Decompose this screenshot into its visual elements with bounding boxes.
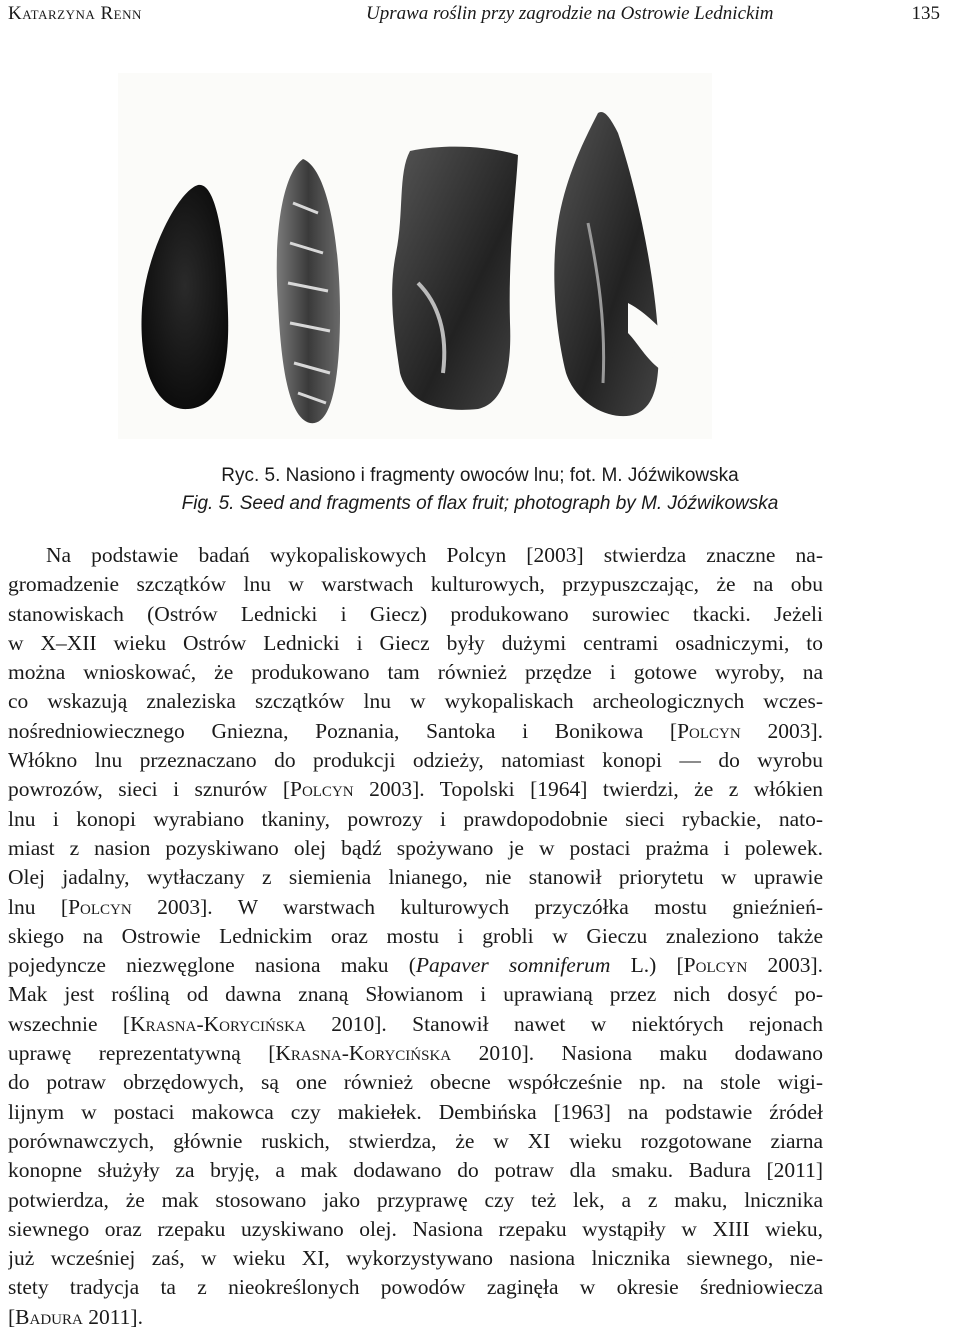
header-author: Katarzyna Renn [8,3,142,24]
text-segment: już wcześniej zaś, w wieku XI, wykorzystywano nasiona lnicznika siewnego, nie- [8,1246,823,1271]
text-line [8,687,823,716]
figure-caption-english: Fig. 5. Seed and fragments of flax fruit; photograph by M. Jóźwikowska [181,493,779,514]
text-segment: lnu [ [8,894,69,919]
text-segment: pojedyncze niezwęglone nasiona maku ( [8,953,416,978]
text-segment: można wnioskować, że produkowano tam również przędze i gotowe wyroby, na [8,660,823,685]
text-line [8,1156,823,1185]
citation-author: Polcyn [289,777,354,802]
flax-seed-photo-image [118,73,712,439]
text-line [8,1127,823,1156]
text-line [8,658,823,687]
text-segment: stety tradycja ta z nieokreślonych powodów zaginęła w okresie średniowiecza [8,1275,823,1300]
text-segment: skiego na Ostrowie Lednickim oraz mostu i grobli w Gieczu znaleziono także [8,923,823,948]
text-segment: miast z nasion pozyskiwano olej bądź spożywano je w postaci prażma i polewek. [8,835,823,860]
citation-author: Badura [15,1304,83,1329]
text-line [8,980,823,1009]
text-line [8,775,823,804]
text-segment: [ [8,1304,16,1329]
text-line [8,863,823,892]
text-segment: nośredniowiecznego Gniezna, Poznania, Santoka i Bonikowa [ [8,718,678,743]
text-line [8,805,823,834]
text-segment: wszechnie [ [8,1011,131,1036]
text-line [8,1215,823,1244]
citation-author: Polcyn [677,718,741,743]
citation-author: Krasna-Korycińska [275,1041,452,1066]
latin-name: Papaver somniferum [415,953,611,978]
text-segment: 2003]. [740,718,823,743]
citation-author: Polcyn [68,894,132,919]
citation-author: Polcyn [683,953,748,978]
text-line [8,1186,823,1215]
text-line [8,922,823,951]
text-segment: potwierdza, że mak stosowano jako przyprawę czy też lek, a z maku, lnicznika [8,1187,823,1212]
citation-author: Krasna-Korycińska [130,1011,306,1036]
text-segment: 2011]. [82,1304,143,1329]
text-segment: L.) [ [610,953,684,978]
page-number: 135 [911,3,940,24]
text-line [8,1303,823,1332]
text-segment: 2003]. W warstwach kulturowych przyczółka mostu gnieźnień- [131,894,823,919]
text-line [8,600,823,629]
text-segment: w X–XII wieku Ostrów Lednicki i Giecz były dużymi centrami osadniczymi, to [8,630,823,655]
text-line [8,717,823,746]
text-line [8,951,823,980]
text-line [8,1068,823,1097]
text-segment: lijnym w postaci makowca czy makiełek. Dembińska [1963] na podstawie źródeł [8,1099,823,1124]
text-segment: 2010]. Stanowił nawet w niektórych rejonach [305,1011,823,1036]
text-line [8,1039,823,1068]
text-line [8,1244,823,1273]
text-line [8,629,823,658]
text-line [8,1010,823,1039]
text-segment: Olej jadalny, wytłaczany z siemienia lnianego, nie stanowił priorytetu w uprawie [8,865,823,890]
text-segment: Włókno lnu przeznaczano do produkcji odzieży, natomiast konopi — do wyrobu [8,748,823,773]
running-header [8,2,946,28]
text-line [8,570,823,599]
text-line [8,541,823,570]
text-segment: do potraw obrzędowych, są one również obecne współcześnie np. na stole wigi- [8,1070,823,1095]
figure-caption-polish: Ryc. 5. Nasiono i fragmenty owoców lnu; fot. M. Jóźwikowska [221,465,739,486]
text-segment: siewnego oraz rzepaku uzyskiwano olej. Nasiona rzepaku wystąpiły w XIII wieku, [8,1216,823,1241]
body-paragraph [8,541,823,1332]
text-segment: 2010]. Nasiona maku dodawano [451,1041,823,1066]
text-segment: Na podstawie badań wykopaliskowych Polcyn [2003] stwierdza znaczne na- [46,543,823,567]
text-segment: lnu i konopi wyrabiano tkaniny, powrozy i prawdopodobnie sieci rybackie, nato- [8,806,823,831]
text-line [8,893,823,922]
figure-photo-flax-seed-fragments [118,73,712,439]
text-segment: co wskazują znaleziska szczątków lnu w wykopaliskach archeologicznych wczes- [8,689,823,714]
text-segment: 2003]. [747,953,823,978]
text-segment: uprawę reprezentatywną [ [8,1041,276,1066]
text-line [8,834,823,863]
text-line [8,1098,823,1127]
text-segment: Mak jest rośliną od dawna znaną Słowianom i uprawianą przez nich dosyć po- [8,982,823,1007]
text-segment: porównawczych, głównie ruskich, stwierdza, że w XI wieku rozgotowane ziarna [8,1128,823,1153]
text-segment: powrozów, sieci i sznurów [ [8,777,290,802]
text-segment: gromadzenie szczątków lnu w warstwach kulturowych, przypuszczając, że na obu [8,572,823,597]
text-line [8,746,823,775]
text-segment: stanowiskach (Ostrów Lednicki i Giecz) produkowano surowiec tkacki. Jeżeli [8,601,823,626]
header-title: Uprawa roślin przy zagrodzie na Ostrowie Lednickim [366,3,774,24]
text-segment: konopne służyły za bryję, a mak dodawano do potraw dla smaku. Badura [2011] [8,1158,823,1183]
text-segment: 2003]. Topolski [1964] twierdzi, że z włókien [353,777,823,802]
text-line [8,1273,823,1302]
